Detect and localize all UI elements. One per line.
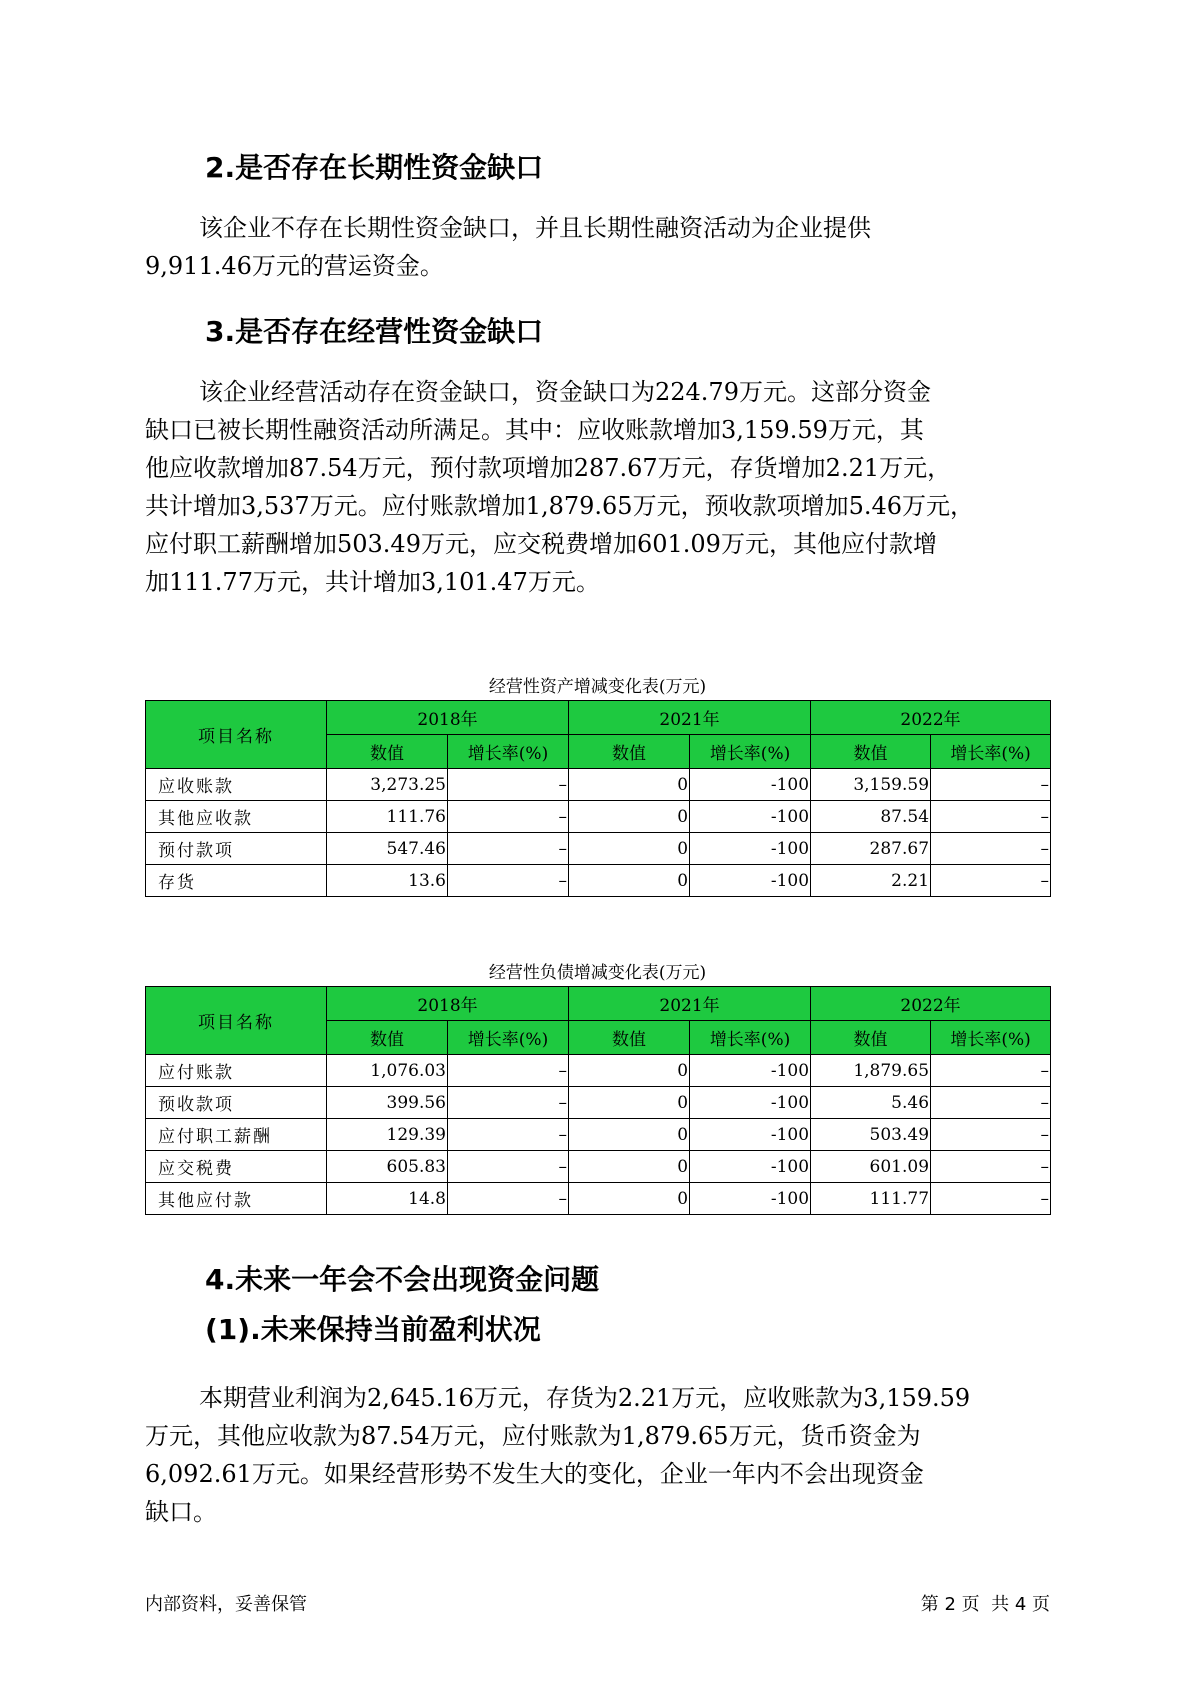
- table-cell: 2.21: [811, 865, 931, 897]
- table-cell: –: [931, 1055, 1051, 1087]
- table-cell: –: [931, 769, 1051, 801]
- table-cell: 287.67: [811, 833, 931, 865]
- paragraph-line: 缺口。: [145, 1498, 217, 1526]
- paragraph-line: 加111.77万元，共计增加3,101.47万元。: [145, 568, 600, 596]
- table-cell: 3,273.25: [327, 769, 448, 801]
- table-cell: –: [448, 769, 569, 801]
- footer-page-number: 第 2 页 共 4 页: [920, 1594, 1050, 1615]
- table-cell: -100: [690, 1087, 811, 1119]
- table-cell: 1,879.65: [811, 1055, 931, 1087]
- table-cell: 399.56: [327, 1087, 448, 1119]
- table-cell: 129.39: [327, 1119, 448, 1151]
- table-cell: 13.6: [327, 865, 448, 897]
- table-cell: 0: [569, 1119, 690, 1151]
- header-value: 数值: [569, 735, 690, 769]
- paragraph-line: 本期营业利润为2,645.16万元，存货为2.21万元，应收账款为3,159.59: [199, 1384, 971, 1412]
- table-cell: 111.77: [811, 1183, 931, 1215]
- table-cell: -100: [690, 1055, 811, 1087]
- table-cell: –: [931, 1151, 1051, 1183]
- row-item-name: 预收款项: [146, 1087, 327, 1119]
- header-growth: 增长率(%): [448, 735, 569, 769]
- header-value: 数值: [327, 735, 448, 769]
- header-growth: 增长率(%): [448, 1021, 569, 1055]
- table-cell: –: [448, 801, 569, 833]
- table-cell: 0: [569, 1183, 690, 1215]
- table-cell: 0: [569, 1151, 690, 1183]
- assets-table: [145, 700, 1051, 897]
- table-cell: -100: [690, 865, 811, 897]
- table-row: [146, 1183, 1051, 1215]
- table-cell: –: [448, 1055, 569, 1087]
- row-item-name: 应付职工薪酬: [146, 1119, 327, 1151]
- header-year: 2021年: [569, 701, 811, 735]
- footer-confidential-note: 内部资料，妥善保管: [145, 1594, 307, 1615]
- table-cell: –: [448, 833, 569, 865]
- header-growth: 增长率(%): [931, 735, 1051, 769]
- assets-table-caption: 经营性资产增减变化表(万元): [488, 677, 707, 697]
- table-cell: 1,076.03: [327, 1055, 448, 1087]
- header-value: 数值: [811, 1021, 931, 1055]
- table-cell: 5.46: [811, 1087, 931, 1119]
- table-row: [146, 833, 1051, 865]
- header-year: 2022年: [811, 987, 1051, 1021]
- row-item-name: 应收账款: [146, 769, 327, 801]
- section-4-paragraph: [145, 1378, 1045, 1538]
- table-row: [146, 1119, 1051, 1151]
- table-cell: 3,159.59: [811, 769, 931, 801]
- table-cell: 547.46: [327, 833, 448, 865]
- header-item-name: 项目名称: [146, 987, 327, 1055]
- header-item-name: 项目名称: [146, 701, 327, 769]
- table-cell: 0: [569, 833, 690, 865]
- table-cell: –: [931, 865, 1051, 897]
- table-cell: -100: [690, 801, 811, 833]
- table-row: [146, 1055, 1051, 1087]
- table-row: [146, 801, 1051, 833]
- paragraph-line: 缺口已被长期性融资活动所满足。其中：应收账款增加3,159.59万元，其: [145, 416, 924, 444]
- table-cell: 503.49: [811, 1119, 931, 1151]
- table-cell: –: [448, 1087, 569, 1119]
- section-2-heading: 2.是否存在长期性资金缺口: [205, 151, 544, 184]
- paragraph-line: 该企业经营活动存在资金缺口，资金缺口为224.79万元。这部分资金: [199, 378, 931, 406]
- table-cell: 601.09: [811, 1151, 931, 1183]
- paragraph-line: 6,092.61万元。如果经营形势不发生大的变化，企业一年内不会出现资金: [145, 1460, 924, 1488]
- paragraph-line: 万元，其他应收款为87.54万元，应付账款为1,879.65万元，货币资金为: [145, 1422, 921, 1450]
- liabilities-table: [145, 986, 1051, 1215]
- table-cell: –: [448, 865, 569, 897]
- section-3-heading: 3.是否存在经营性资金缺口: [205, 315, 544, 348]
- paragraph-line: 共计增加3,537万元。应付账款增加1,879.65万元，预收款项增加5.46万元，: [145, 492, 975, 520]
- liabilities-table-caption: 经营性负债增减变化表(万元): [488, 963, 707, 983]
- table-cell: –: [448, 1151, 569, 1183]
- header-value: 数值: [327, 1021, 448, 1055]
- table-cell: 0: [569, 1087, 690, 1119]
- paragraph-line: 9,911.46万元的营运资金。: [145, 252, 444, 280]
- table-row: [146, 1087, 1051, 1119]
- header-year: 2022年: [811, 701, 1051, 735]
- table-cell: 111.76: [327, 801, 448, 833]
- table-cell: –: [448, 1119, 569, 1151]
- table-row: [146, 865, 1051, 897]
- table-cell: -100: [690, 1183, 811, 1215]
- header-growth: 增长率(%): [931, 1021, 1051, 1055]
- table-cell: 0: [569, 1055, 690, 1087]
- row-item-name: 存货: [146, 865, 327, 897]
- row-item-name: 其他应收款: [146, 801, 327, 833]
- paragraph-line: 应付职工薪酬增加503.49万元，应交税费增加601.09万元，其他应付款增: [145, 530, 937, 558]
- header-growth: 增长率(%): [690, 1021, 811, 1055]
- table-cell: –: [931, 833, 1051, 865]
- header-value: 数值: [811, 735, 931, 769]
- table-cell: –: [448, 1183, 569, 1215]
- paragraph-line: 他应收款增加87.54万元，预付款项增加287.67万元，存货增加2.21万元，: [145, 454, 952, 482]
- table-cell: 14.8: [327, 1183, 448, 1215]
- header-year: 2021年: [569, 987, 811, 1021]
- table-cell: -100: [690, 1151, 811, 1183]
- header-value: 数值: [569, 1021, 690, 1055]
- table-cell: 87.54: [811, 801, 931, 833]
- table-cell: 0: [569, 769, 690, 801]
- section-4-subheading: (1).未来保持当前盈利状况: [205, 1313, 541, 1346]
- table-cell: -100: [690, 1119, 811, 1151]
- table-row: [146, 769, 1051, 801]
- table-cell: 0: [569, 865, 690, 897]
- table-cell: 605.83: [327, 1151, 448, 1183]
- table-cell: -100: [690, 769, 811, 801]
- row-item-name: 预付款项: [146, 833, 327, 865]
- header-year: 2018年: [327, 701, 569, 735]
- section-2-paragraph: [145, 208, 1045, 288]
- section-3-paragraph: [145, 372, 1045, 612]
- table-cell: –: [931, 801, 1051, 833]
- table-cell: –: [931, 1119, 1051, 1151]
- header-year: 2018年: [327, 987, 569, 1021]
- table-row: [146, 1151, 1051, 1183]
- paragraph-line: 该企业不存在长期性资金缺口，并且长期性融资活动为企业提供: [199, 214, 871, 242]
- table-cell: –: [931, 1087, 1051, 1119]
- row-item-name: 应交税费: [146, 1151, 327, 1183]
- table-cell: -100: [690, 833, 811, 865]
- row-item-name: 应付账款: [146, 1055, 327, 1087]
- row-item-name: 其他应付款: [146, 1183, 327, 1215]
- table-cell: 0: [569, 801, 690, 833]
- header-growth: 增长率(%): [690, 735, 811, 769]
- section-4-heading: 4.未来一年会不会出现资金问题: [205, 1263, 600, 1296]
- table-cell: –: [931, 1183, 1051, 1215]
